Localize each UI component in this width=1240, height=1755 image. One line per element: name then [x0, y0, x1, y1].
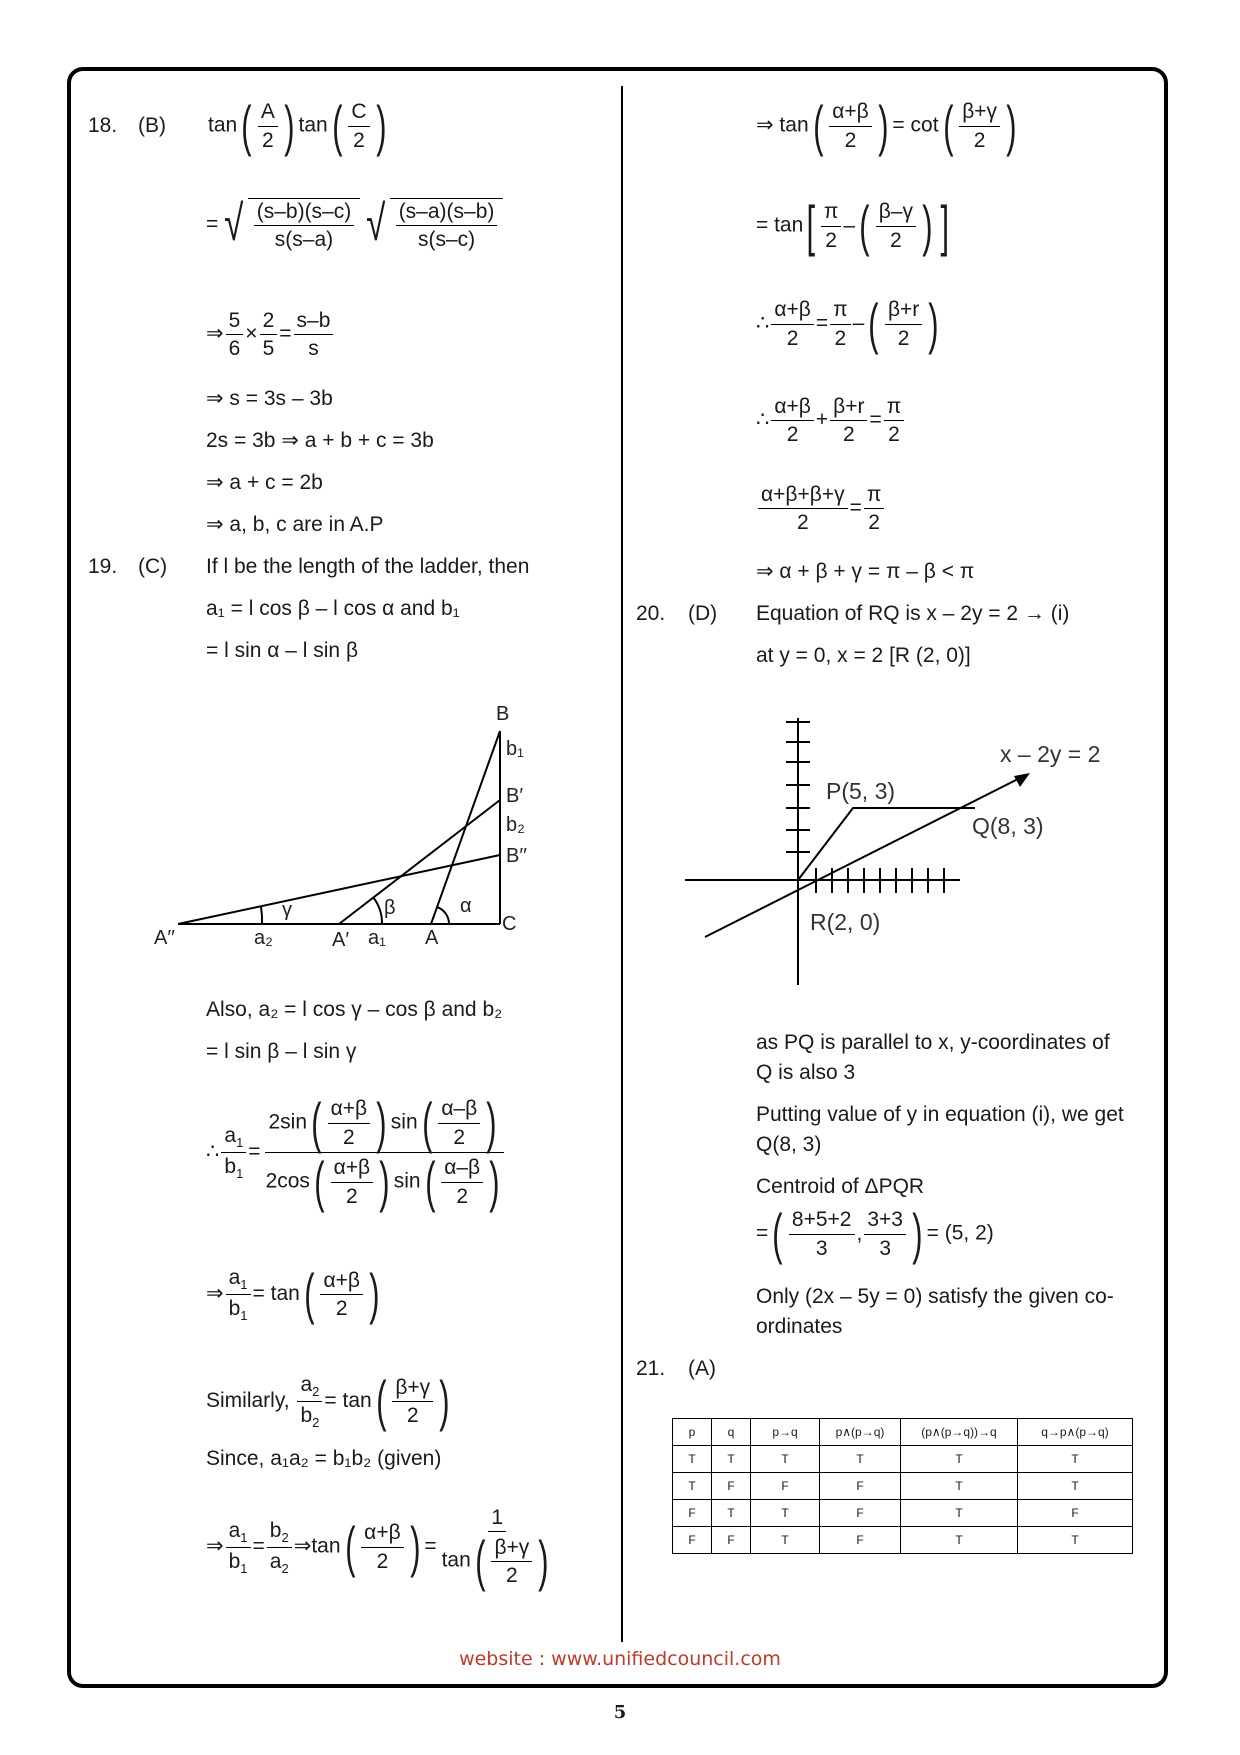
- q20-p7: ordinates: [756, 1315, 843, 1338]
- table-cell: F: [712, 1473, 751, 1500]
- truth-table-header: [673, 1419, 1133, 1446]
- table-cell: T: [901, 1527, 1018, 1554]
- label-a2: a₂: [254, 927, 273, 949]
- table-row: [673, 1527, 1133, 1554]
- table-cell: T: [751, 1527, 820, 1554]
- q19-final-equation: ⇒ $\frac{a_1}{b_1}$ = $\frac{b_2}{a_2}$ ⇒tan ( α+β 2 ) = 1 tan ( β+γ 2 ): [206, 1506, 549, 1593]
- q19-tan-result: ⇒ $\frac{a_1}{b_1}$ = tan ( α+β 2 ): [206, 1262, 380, 1326]
- q20-p1: as PQ is parallel to x, y-coordinates of: [756, 1031, 1110, 1054]
- table-cell: T: [820, 1446, 901, 1473]
- table-row: [673, 1500, 1133, 1527]
- page-number: 5: [613, 1702, 627, 1723]
- table-cell: T: [901, 1500, 1018, 1527]
- point-R-label: R(2, 0): [810, 909, 881, 935]
- q18-formula: tan ( A 2 ) tan ( C 2 ): [208, 94, 387, 157]
- label-A-prime: A′: [332, 929, 350, 951]
- label-B: B: [496, 703, 510, 725]
- q20-line1: Equation of RQ is x – 2y = 2 → (i): [756, 602, 1070, 625]
- header-cell: q→p∧(p→q): [1018, 1419, 1133, 1446]
- q19-also2: = l sin β – l sin γ: [206, 1040, 357, 1063]
- q19-also1: Also, a₂ = l cos γ – cos β and b₂: [206, 998, 503, 1021]
- q20-p2: Q is also 3: [756, 1061, 856, 1084]
- table-cell: F: [751, 1473, 820, 1500]
- table-cell: T: [673, 1446, 712, 1473]
- table-cell: T: [712, 1500, 751, 1527]
- similarly-label: Similarly,: [206, 1388, 290, 1412]
- q19-line2: a₁ = l cos β – l cos α and b₁: [206, 597, 460, 620]
- q19-line1: If l be the length of the ladder, then: [206, 555, 530, 578]
- header-cell: (p∧(p→q))→q: [901, 1419, 1018, 1446]
- q19-ratio-formula: ∴ $\frac{a_1}{b_1}$ = 2sin ( α+β 2 ) sin ( α–β 2 ) 2cos ( α+β 2 ) sin ( α–β 2 ): [206, 1095, 509, 1210]
- point-Q-label: Q(8, 3): [972, 813, 1044, 839]
- label-alpha: α: [460, 895, 472, 917]
- point-P-label: P(5, 3): [826, 778, 896, 804]
- table-cell: F: [820, 1500, 901, 1527]
- label-B-double-prime: B′′: [506, 845, 527, 867]
- q18-step3: ⇒ s = 3s – 3b: [206, 387, 333, 410]
- table-cell: F: [1018, 1500, 1133, 1527]
- header-cell: p: [673, 1419, 712, 1446]
- table-cell: F: [820, 1527, 901, 1554]
- label-A-double-prime: A′′: [154, 927, 175, 949]
- q18-option: (B): [138, 114, 166, 137]
- header-cell: q: [712, 1419, 751, 1446]
- q18-number: 18.: [88, 114, 118, 137]
- q20-p5: Centroid of ΔPQR: [756, 1175, 925, 1198]
- table-cell: T: [751, 1500, 820, 1527]
- line-equation-label: x – 2y = 2: [1000, 741, 1101, 767]
- q19-since: Since, a₁a₂ = b₁b₂ (given): [206, 1447, 442, 1470]
- table-cell: F: [673, 1500, 712, 1527]
- rc-sum-fraction: $\frac{\alpha+\beta+\beta+\gamma}{2}$ = $\frac{\pi}{2}$: [756, 482, 886, 535]
- table-cell: T: [673, 1473, 712, 1500]
- column-divider: [621, 86, 623, 1642]
- header-cell: p→q: [751, 1419, 820, 1446]
- q20-p3: Putting value of y in equation (i), we get: [756, 1103, 1124, 1126]
- q21-number: 21.: [636, 1357, 666, 1380]
- table-cell: T: [751, 1446, 820, 1473]
- q20-option: (D): [688, 602, 718, 625]
- q19-similarly: Similarly, $\frac{a_2}{b_2}$ = tan ( β+γ 2 ): [206, 1369, 450, 1433]
- label-a1: a₁: [368, 927, 386, 949]
- truth-table: [672, 1418, 1133, 1554]
- rc-tan-bracket: = tan [ π 2 – ( β–γ 2 ) ]: [756, 194, 949, 257]
- table-cell: T: [1018, 1446, 1133, 1473]
- q18-step5: ⇒ a + c = 2b: [206, 471, 323, 494]
- q20-centroid-formula: = ( 8+5+2 3 , 3+3 3 ) = (5, 2): [756, 1202, 994, 1265]
- footer-website: website : www.unifiedcouncil.com: [459, 1648, 781, 1670]
- table-cell: T: [712, 1446, 751, 1473]
- rc-tan-cot: ⇒ tan ( α+β 2 ) = cot ( β+γ 2 ): [756, 94, 1017, 157]
- coordinate-graph: [670, 700, 1120, 1000]
- q21-option: (A): [688, 1357, 716, 1380]
- q18-step4: 2s = 3b ⇒ a + b + c = 3b: [206, 429, 434, 452]
- q19-number: 19.: [88, 555, 118, 578]
- table-row: [673, 1446, 1133, 1473]
- table-cell: T: [901, 1473, 1018, 1500]
- table-row: [673, 1473, 1133, 1500]
- rc-therefore1: ∴ $\frac{\alpha+\beta}{2}$ = $\frac{\pi}{2}$ – ( β+r 2 ): [756, 292, 939, 355]
- header-cell: p∧(p→q): [820, 1419, 901, 1446]
- label-beta: β: [384, 897, 396, 919]
- table-cell: F: [673, 1527, 712, 1554]
- label-gamma: γ: [282, 899, 292, 921]
- label-b2: b₂: [506, 814, 525, 836]
- table-cell: F: [712, 1527, 751, 1554]
- rc-therefore2: ∴ $\frac{\alpha+\beta}{2}$ + $\frac{\beta+r}{2}$ = $\frac{\pi}{2}$: [756, 394, 906, 447]
- table-cell: T: [901, 1446, 1018, 1473]
- q20-p6: Only (2x – 5y = 0) satisfy the given co-: [756, 1285, 1114, 1308]
- q20-number: 20.: [636, 602, 666, 625]
- q18-product-step: ⇒ $\frac{5}{6}$ × $\frac{2}{5}$ = $\frac{s-b}{s}$: [206, 308, 335, 361]
- rc-final: ⇒ α + β + γ = π – β < π: [756, 560, 975, 583]
- table-cell: T: [1018, 1473, 1133, 1500]
- q19-line3: = l sin α – l sin β: [206, 639, 359, 662]
- q20-line2: at y = 0, x = 2 [R (2, 0)]: [756, 644, 971, 667]
- ladder-diagram: [150, 700, 550, 960]
- q20-p4: Q(8, 3): [756, 1133, 822, 1156]
- q18-step6: ⇒ a, b, c are in A.P: [206, 513, 384, 536]
- q18-sqrt-expression: = √ (s–b)(s–c) s(s–a) √ (s–a)(s–b) s(s–c): [206, 198, 503, 252]
- table-cell: F: [820, 1473, 901, 1500]
- table-cell: T: [1018, 1527, 1133, 1554]
- q19-option: (C): [138, 555, 168, 578]
- label-A: A: [425, 927, 439, 949]
- label-C: C: [502, 913, 517, 935]
- label-b1: b₁: [506, 738, 524, 760]
- label-B-prime: B′: [506, 785, 524, 807]
